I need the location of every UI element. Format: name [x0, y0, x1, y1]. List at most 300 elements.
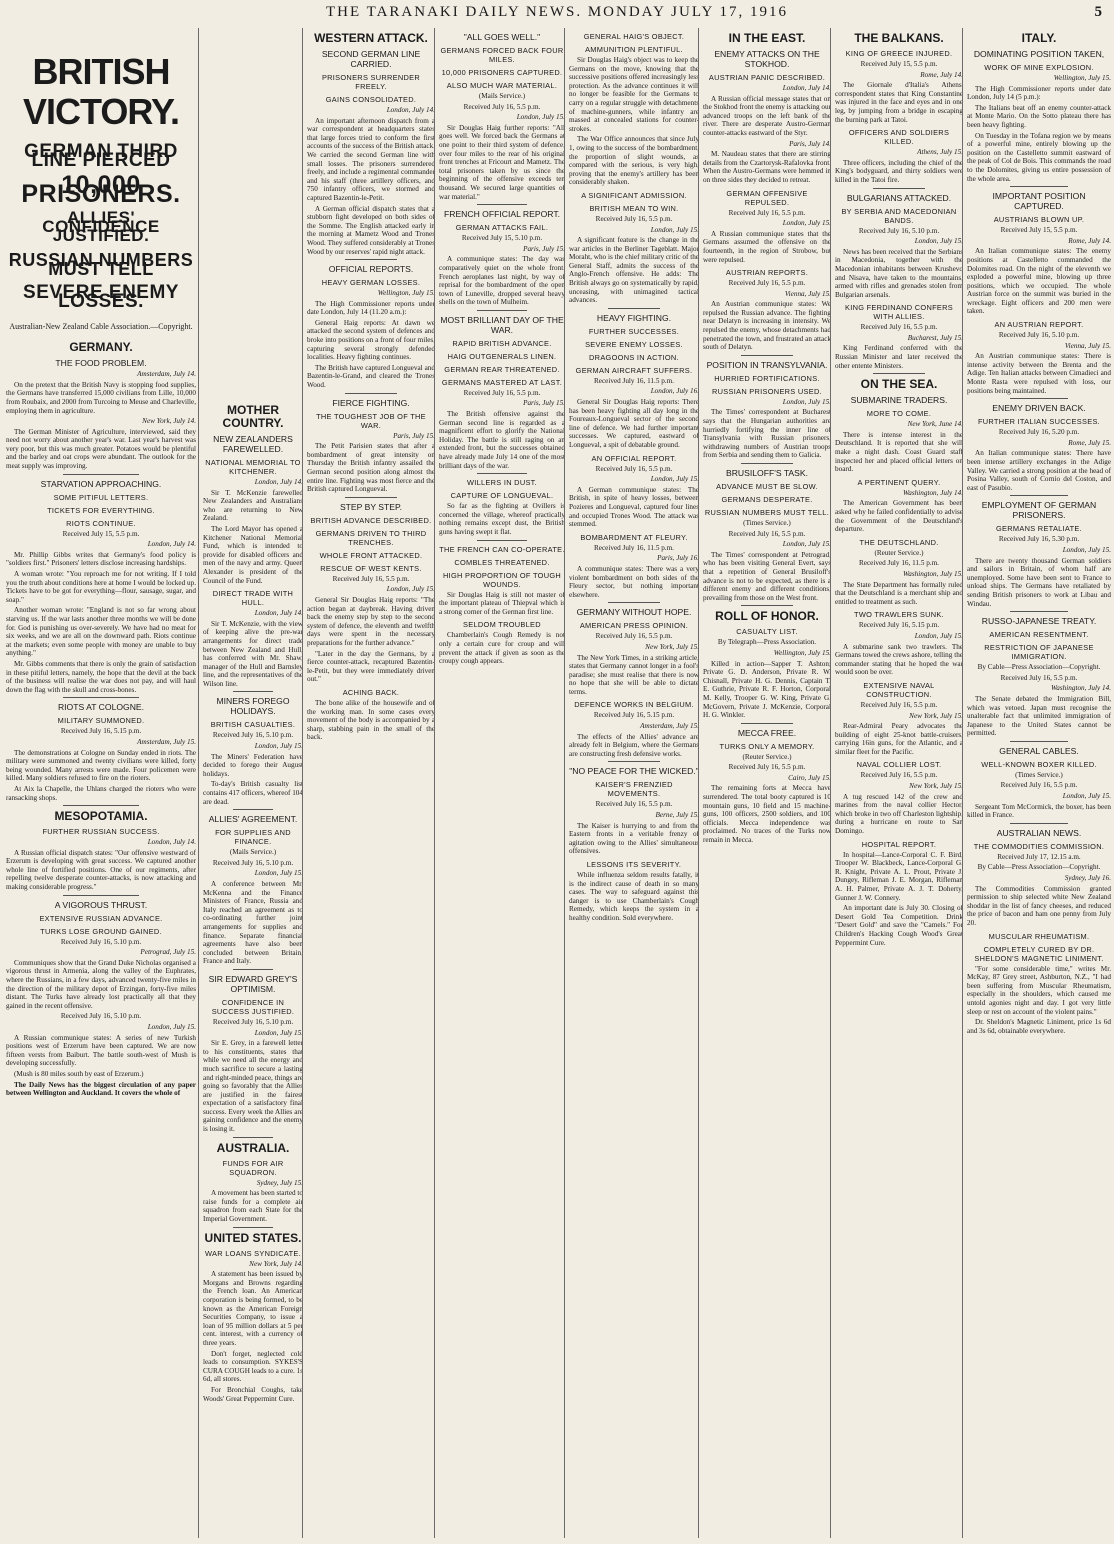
- article-heading: POSITION IN TRANSYLVANIA.: [706, 359, 828, 370]
- section-heading: THE BALKANS.: [854, 31, 944, 45]
- divider: [63, 895, 139, 896]
- paragraph: The High Commissioner reports under date London, July 14 (5 p.m.):: [967, 84, 1111, 102]
- paragraph: The Petit Parisien states that after a bombardment of great intensity on Thursday the British infantry assailed the German second position along almost the entire line. Fighting was most fierce and the British captured Longueval.: [307, 442, 435, 494]
- dateline: Paris, July 15.: [523, 399, 565, 408]
- paragraph: A statement has been issued by Morgans and Browns regarding the French loan. An American corporation is being formed, to be known as the American Foreign Securities Company, to issue a loan of 95 million dollars at 5 per cent. interest, with a currency of three years.: [203, 1270, 303, 1347]
- article-heading: MOST BRILLIANT DAY OF THE WAR.: [440, 314, 564, 335]
- received-line: Received July 16, 5.5 p.m.: [463, 102, 541, 111]
- subheading: HEAVY GERMAN LOSSES.: [321, 278, 421, 288]
- lead-line-4: RUSSIAN NUMBERS MUST TELL: [8, 250, 194, 279]
- dateline: London, July 15.: [386, 585, 435, 594]
- received-line: Received July 15, 5.5 p.m.: [860, 60, 938, 68]
- subheading: WELL-KNOWN BOXER KILLED.: [981, 759, 1097, 769]
- article-heading: BULGARIANS ATTACKED.: [846, 192, 952, 203]
- divider: [1010, 823, 1068, 824]
- paragraph: Three officers, including the chief of the King's bodyguard, and thirty soldiers were killed in the Tatoi fire.: [835, 158, 963, 184]
- subheading: BOMBARDMENT AT FLEURY.: [580, 532, 688, 542]
- article-heading: DOMINATING POSITION TAKEN,: [973, 49, 1105, 59]
- subheading: AN AUSTRIAN REPORT.: [994, 320, 1084, 330]
- dateline: New York, June 14.: [907, 420, 963, 429]
- paragraph: Sir Douglas Haig is still not master of the important plateau of Thiepval which is a strong corner of the German first line.: [439, 590, 565, 616]
- section-heading: AUSTRALIA.: [216, 1140, 290, 1155]
- page-number: 5: [1094, 4, 1102, 20]
- dateline: London, July 15.: [254, 869, 303, 878]
- paragraph: Communiques show that the Grand Duke Nicholas organised a vigorous thrust in Armenia, along the valley of the Euphrates, where the Russians, in a few days, advanced twenty-five miles in the direction of the military depot of Erzingan, forty-five miles distant. The Turks have already lost practically all that they gained in the recent offensive.: [6, 958, 196, 1010]
- article-heading: FIERCE FIGHTING.: [332, 397, 410, 408]
- subheading: GERMANS FORCED BACK FOUR MILES.: [440, 46, 564, 64]
- subheading: FUNDS FOR AIR SQUADRON.: [222, 1158, 284, 1177]
- divider: [741, 723, 792, 724]
- paragraph: On the pretext that the British Navy is stopping food supplies, the Germans have transferred 15,000 civilians from Lille, 10,000 from Roubaix, and 2000 from Turcoing to Meuse and Charleville, employing them in agriculture.: [6, 380, 196, 415]
- received-line: Received July 16, 5.10 p.m.: [60, 937, 142, 946]
- subheading: RAPID BRITISH ADVANCE.: [452, 338, 552, 348]
- dateline: Paris, July 15.: [393, 431, 435, 440]
- subheading: FOR SUPPLIES AND FINANCE.: [215, 828, 291, 847]
- subheading: GERMANS MASTERED AT LAST.: [441, 377, 563, 387]
- subheading: AUSTRIANS BLOWN UP.: [993, 215, 1085, 225]
- dateline: Cairo, July 15.: [788, 773, 831, 782]
- dateline: Rome, July 14.: [920, 70, 963, 79]
- received-line: Received July 16, 5.5 p.m.: [463, 388, 541, 397]
- divider: [1010, 611, 1068, 612]
- subheading: FURTHER ITALIAN SUCCESSES.: [977, 417, 1101, 427]
- subheading: GERMAN ATTACKS FAIL.: [455, 223, 549, 233]
- dateline: Athens, July 15.: [917, 148, 963, 157]
- advertisement: Don't forget, neglected cold leads to consumption. SYKES'S CURA COUGH leads to a cure. 1s 6d, all stores.: [203, 1349, 304, 1384]
- subheading: 10,000 PRISONERS CAPTURED.: [441, 68, 563, 77]
- subheading: EXTENSIVE RUSSIAN ADVANCE.: [39, 913, 163, 923]
- article-heading: THE FOOD PROBLEM.: [55, 358, 147, 369]
- service-line: (Times Service.): [743, 519, 791, 527]
- subheading: DIRECT TRADE WITH HULL.: [212, 589, 294, 608]
- paragraph: "Later in the day the Germans, by a fierce counter-attack, recaptured Bazentin-le-Petit, but they were immediately driven out.": [307, 649, 435, 684]
- dateline: London, July 14.: [782, 84, 831, 92]
- subheading: AN OFFICIAL REPORT.: [591, 453, 677, 463]
- advertisement: For Bronchial Coughs, take Woods' Great Peppermint Cure.: [203, 1385, 303, 1403]
- subheading: PRISONERS SURRENDER FREELY.: [321, 73, 421, 91]
- byline: By Telegraph—Press Association.: [717, 638, 817, 647]
- subheading: DEFENCE WORKS IN BELGIUM.: [574, 700, 694, 710]
- subheading: COMPLETELY CURED BY DR. SHELDON'S MAGNETIC LINIMENT.: [974, 944, 1104, 963]
- paragraph: The Times' correspondent at Bucharest says that the Hungarian authorities are hurriedly fortifying the inner line of Transylvania with Russian prisoners, withdrawing numbers of Austrian troops from Serbia and sending them to Galicia.: [703, 408, 831, 460]
- received-line: Received July 16, 5.5 p.m.: [728, 763, 806, 772]
- subheading: GERMANS DESPERATE.: [721, 495, 813, 504]
- divider: [873, 373, 924, 374]
- dateline: Paris, July 14.: [789, 139, 831, 148]
- received-line: Received July 16, 5.5 p.m.: [860, 700, 938, 709]
- subheading: THE DEUTSCHLAND.: [859, 537, 939, 547]
- dateline: Washington, July 15.: [902, 569, 963, 578]
- section-heading: MOTHER COUNTRY.: [222, 403, 284, 430]
- article-heading: A VIGOROUS THRUST.: [54, 899, 148, 910]
- received-line: Received July 16, 5.15 p.m.: [593, 711, 675, 720]
- service-line: (Mails Service.): [229, 848, 277, 857]
- article-heading: GERMANY WITHOUT HOPE.: [576, 607, 692, 618]
- paragraph: General Haig reports: At dawn we attacked the second system of defences and broke into positions on a front of four miles, capturing several strongly defended localities. Heavy fighting continues.: [307, 318, 435, 362]
- article-heading: OFFICIAL REPORTS.: [328, 264, 414, 275]
- paragraph: The Giornale d'Italia's Athens' correspondent states that King Constantine was injured in the face and eyes and in one leg, by jumping from a bridge in escaping the burning park at Tatoi.: [835, 81, 963, 124]
- paragraph: The effects of the Allies' advance are already felt in Belgium, where the Germans are constructing fresh defensive works.: [569, 732, 699, 758]
- dateline: Washington, July 14.: [902, 488, 963, 497]
- subheading: SOME PITIFUL LETTERS.: [53, 492, 149, 502]
- divider: [233, 1227, 273, 1228]
- divider: [608, 602, 660, 603]
- paragraph: King Ferdinand conferred with the Russian Minister and later received the other entente Ministers.: [835, 344, 963, 370]
- divider: [63, 474, 139, 475]
- subheading: AMERICAN RESENTMENT.: [989, 630, 1089, 640]
- paragraph: Killed in action—Sapper T. Ashton; Private G. D. Anderson, Private R. W. Chisnall, Private H. G. Dennis, Captain T. E. Guthrie, Private R. F. Horton, Corporal M. Kelly, Trooper G. W. King, Private G. McGovern, Private J. McKenzie, Corporal H. G. Winkler.: [703, 659, 831, 720]
- service-line: (Mails Service.): [478, 92, 526, 100]
- dateline: London, July 15.: [1062, 792, 1111, 801]
- subheading: GERMANS RETALIATE.: [995, 524, 1083, 534]
- article-heading: FRENCH OFFICIAL REPORT.: [443, 209, 561, 220]
- subheading: BRITISH CASUALTIES.: [210, 720, 296, 730]
- divider: [608, 308, 660, 309]
- section-heading: WESTERN ATTACK.: [314, 31, 428, 45]
- article-heading: SIR EDWARD GREY'S OPTIMISM.: [208, 973, 298, 994]
- paragraph: On Tuesday in the Tofana region we by means of a powerful mine, entirely blowing up the position on the Castelletto summit eastward of the peak of Col de Bois. This commands the road to the Dolomites, giving us entire possession of the whole area.: [967, 131, 1111, 183]
- subheading: RIOTS CONTINUE.: [66, 518, 136, 528]
- subheading: GENERAL HAIG'S OBJECT.: [583, 32, 685, 41]
- paragraph: Rear-Admiral Peary advocates the building of eight 25-knot battle-cruisers, carrying 16in guns, for the Atlantic, and a similar fleet for the Pacific.: [835, 722, 963, 756]
- dateline: Sydney, July 15.: [256, 1178, 303, 1187]
- dateline: Wellington, July 15.: [773, 648, 831, 657]
- section-heading: ROLL OF HONOR.: [715, 609, 819, 624]
- paragraph: A German official dispatch states that a stubborn fight developed on both sides of the Somme. The English attacked early in the morning at Mametz Wood and Trones Wood. They suffered considerably at Trones Wood by our reserves' rapid night attack.: [307, 204, 435, 256]
- subheading: SELDOM TROUBLED: [463, 620, 541, 630]
- subheading: EXTENSIVE NAVAL CONSTRUCTION.: [863, 680, 935, 699]
- received-line: Received July 16, 5.10 p.m.: [212, 1017, 294, 1026]
- paragraph: General Sir Douglas Haig reports: There has been heavy fighting all day long in the Foureaux-Longueval sector of the second line of defence. We had further important successes. We captured, eastward of Longueval, a spit of debatable ground.: [569, 398, 699, 449]
- subheading: A PERTINENT QUERY.: [857, 477, 941, 487]
- paragraph: The New York Times, in a striking article, states that Germany cannot longer in a fool's paradise; she must realise that there is now no hope that she will be able to dictate terms.: [569, 653, 699, 696]
- subheading: THE TOUGHEST JOB OF THE WAR.: [316, 411, 426, 430]
- divider: [345, 259, 396, 260]
- column-1: [6, 28, 196, 1538]
- article-heading: SUBMARINE TRADERS.: [850, 395, 948, 406]
- paragraph: The Times' correspondent at Petrograd, who has been visiting General Evert, says that a repetition of General Brusiloff's advance is not to be expected, as there is a different enemy and different conditions, prevailing from those on the West front.: [703, 550, 831, 602]
- dateline: Rome, July 14.: [1068, 236, 1111, 245]
- byline: By Cable—Press Association—Copyright.: [977, 663, 1101, 672]
- section-heading: ON THE SEA.: [860, 377, 938, 392]
- service-line: (Reuter Service.): [874, 548, 924, 557]
- paragraph: The Miners' Federation have decided to forego their August holidays.: [203, 752, 303, 778]
- divider: [477, 310, 527, 311]
- service-line: (Reuter Service.): [742, 752, 792, 761]
- dateline: Amsterdam, July 15.: [640, 722, 699, 731]
- subheading: TICKETS FOR EVERYTHING.: [47, 505, 155, 515]
- subheading: RESCUE OF WEST KENTS.: [320, 563, 422, 573]
- received-line: Received July 16, 5.10 p.m.: [858, 226, 940, 235]
- paragraph: A significant feature is the change in the war articles in the Berliner Tageblatt. Major Moraht, who is the chief military critic of the General Staff, admits the success of the Anglo-French offensive. He adds: The British always go on systematically by rapid, unceasing, with unimagined tactical advances.: [569, 236, 699, 305]
- received-line: Received July 16, 5.5 p.m.: [595, 800, 673, 809]
- dateline: Bucharest, July 15.: [907, 333, 963, 342]
- dateline: Amsterdam, July 14.: [137, 370, 196, 379]
- received-line: Received July 15, 5.10 p.m.: [461, 234, 543, 243]
- article-heading: NEW ZEALANDERS FAREWELLED.: [213, 434, 293, 454]
- paragraph: At Aix la Chapelle, the Uhlans charged the rioters who were ransacking shops.: [6, 784, 196, 802]
- advertisement: Chamberlain's Cough Remedy is not only a certain cure for croup and will prevent the attack if given as soon as the croupy cough appears.: [439, 631, 565, 666]
- subheading: MILITARY SUMMONED.: [57, 716, 145, 726]
- subheading: AMERICAN PRESS OPINION.: [579, 621, 689, 631]
- column-2: [198, 28, 307, 1538]
- paragraph: The High Commissioner reports under date London, July 14 (11.20 a.m.):: [307, 299, 435, 317]
- subheading: AUSTRIAN REPORTS.: [725, 268, 809, 278]
- dateline: Rome, July 15.: [1068, 438, 1111, 447]
- divider: [477, 204, 527, 205]
- divider: [1010, 186, 1068, 187]
- paragraph: In hospital—Lance-Corporal C. F. Bird, Trooper W. Blackbeck, Lance-Corporal G. R. Knight, Private A. L. Prout, Private J. Dungey, Rifleman J. E. Morgan, Rifleman A. H. Palmer, Private A. J. T. Doherty, Gunner J. W. Connery.: [835, 850, 963, 902]
- dateline: London, July 15.: [782, 540, 831, 549]
- article-heading: ALLIES' AGREEMENT.: [208, 814, 298, 825]
- divider: [608, 761, 660, 762]
- paragraph: An important afternoon dispatch from a war correspondent at headquarters states that large forces tried to conform the first accounts of the success of the British attack. We carried the second German line with small losses. The prisoners surrendered freely, and include a regimental commander and his staff (three artillery officers, and 750 infantry officers, we stormed and captured Bazentin-le-Petit.: [307, 116, 435, 202]
- paragraph: A Russian official message states that on the Stokhod front the enemy is attacking our advanced troops on the left bank of the river. There are desperate Austro-German counter-attacks eastward of the Styr.: [703, 94, 831, 137]
- subheading: NATIONAL MEMORIAL TO KITCHENER.: [205, 458, 301, 476]
- received-line: Received July 16, 5.10 p.m.: [60, 1012, 142, 1021]
- dateline: London, July 14.: [254, 609, 303, 618]
- dateline: London, July 15.: [914, 237, 963, 246]
- paragraph: (Mush is 80 miles south by east of Erzerum.): [14, 1069, 144, 1078]
- paragraph: The British offensive against the German second line is regarded as a magnificent effort to glorify the National Holiday. The battle is still raging on an extended front, but the successes obtained have already made July 14 one of the most brilliant days of the war.: [439, 410, 565, 470]
- dateline: London, July 15.: [516, 113, 565, 122]
- divider: [233, 691, 273, 692]
- subheading: GERMAN OFFENSIVE REPULSED.: [726, 188, 808, 207]
- subheading: RUSSIAN PRISONERS USED.: [712, 386, 822, 396]
- received-line: Received July 16, 5.10 p.m.: [212, 731, 294, 740]
- subheading: FURTHER SUCCESSES.: [588, 326, 680, 336]
- paragraph: A Russian official dispatch states: "Our offensive westward of Erzerum is developing with great success. We captured another whole line of fortified positions. One of our regiments, after repelling twelve desperate counter-attacks, is now attacking and making considerable progress.": [6, 848, 196, 892]
- subheading: WORK OF MINE EXPLOSION.: [984, 63, 1094, 72]
- paragraph: An Austrian communique states: There is intense activity between the Brenta and the Adige. Ten Italian attacks between Cimadieci and Monte Rasta were repulsed with loss, our positions being maintained.: [967, 352, 1111, 395]
- lead-line-1: GERMAN THIRD LINE PIERCED: [24, 141, 178, 171]
- column-4: [434, 28, 569, 1538]
- subheading: THE FRENCH CAN CO-OPERATE.: [439, 544, 565, 554]
- subheading: WAR LOANS SYNDICATE.: [205, 1248, 301, 1258]
- paragraph: The American Government has been asked why he failed confidentially to advise the Government of the Deutschland's departure.: [835, 499, 963, 534]
- subheading: HURRIED FORTIFICATIONS.: [714, 373, 820, 383]
- subheading: DRAGOONS IN ACTION.: [589, 352, 679, 362]
- subheading: ALSO MUCH WAR MATERIAL.: [446, 81, 558, 90]
- received-line: Received July 16, 11.5 p.m.: [594, 376, 674, 385]
- dateline: Vienna, July 15.: [784, 289, 831, 298]
- dateline: Berne, July 15.: [655, 811, 699, 820]
- received-line: Received July 15, 5.5 p.m.: [62, 529, 140, 538]
- article-heading: HEAVY FIGHTING.: [596, 312, 672, 323]
- article-heading: RUSSO-JAPANESE TREATY.: [981, 616, 1097, 627]
- dateline: Paris, July 16.: [657, 554, 699, 563]
- article-heading: EMPLOYMENT OF GERMAN PRISONERS.: [981, 500, 1097, 521]
- divider: [63, 697, 139, 698]
- dateline: Paris, July 15.: [523, 244, 565, 253]
- dateline: New York, July 14.: [142, 417, 196, 426]
- dateline: London, July 14.: [254, 478, 303, 486]
- paragraph: A Russian communique states: A series of new Turkish positions west of Erzerum have been captured. We are now fifteen versts from Baiburt. The battle south-west of Mush is developing successfully.: [6, 1033, 196, 1068]
- paragraph: A German communique states: The British, in spite of heavy losses, between Pozieres and Longueval, captured four lines and occupied Trones Wood. The attack was stemmed.: [569, 485, 699, 529]
- paragraph: The State Department has formally ruled that the Deutschland is a merchant ship and entitled to treatment as such.: [835, 580, 963, 606]
- received-line: Received July 16, 5.5 p.m.: [860, 771, 938, 780]
- subheading: KAISER'S FRENZIED MOVEMENTS.: [595, 780, 673, 799]
- dateline: London, July 15.: [254, 1028, 303, 1037]
- subheading: ADVANCE MUST BE SLOW.: [716, 482, 818, 491]
- dateline: London, July 15.: [147, 1023, 196, 1031]
- byline: By Cable—Press Association—Copyright.: [977, 863, 1101, 872]
- subheading: COMBLES THREATENED.: [454, 557, 550, 567]
- paragraph: Sir T. McKenzie farewelled New Zealanders and Australians who are returning to New Zealand.: [203, 488, 303, 523]
- paragraph: The British have captured Longueval and Bazentin-le-Grand, and cleared the Trones Wood.: [307, 363, 435, 390]
- paragraph: A conference between Mr. McKenna and the Finance Ministers of France, Russia and Italy reached an agreement as to co-ordinating further joint arrangements for supplies and finance. Separate financial agreements have also been concluded between Britain, France and Italy.: [203, 880, 303, 966]
- subheading: GERMAN AIRCRAFT SUFFERS.: [575, 365, 693, 375]
- advertisement: "For some considerable time," writes Mr. McKay, 87 Grey street, Ashburton, N.Z., "I had been suffering from Muscular Rheumatism, especially in the shoulders, which caused me untold agonies night and day. I got very little sleep or rest on account of the violent pains.": [967, 964, 1111, 1016]
- dateline: Sydney, July 16.: [1064, 874, 1111, 883]
- received-line: Received July 16, 5.20 p.m.: [998, 428, 1080, 437]
- dateline: London, July 15.: [782, 397, 831, 406]
- subheading: AUSTRIAN PANIC DESCRIBED.: [708, 73, 826, 82]
- lead-line-2: 10,000 PRISONERS.: [21, 171, 181, 208]
- dateline: Amsterdam, July 15.: [137, 737, 196, 746]
- column-6: [698, 28, 835, 1538]
- subheading: MORE TO COME.: [866, 409, 932, 419]
- subheading: GERMANS DRIVEN TO THIRD TRENCHES.: [315, 528, 427, 547]
- paragraph: There are twenty thousand German soldiers and sailors in Britain, of whom half are unemployed. Some have been sent to France to unload ships. The Germans have retaliated by sending British prisoners to work at Libau and Windau.: [967, 556, 1111, 608]
- lead-line-5: SEVERE ENEMY LOSSES.: [23, 282, 179, 312]
- divider: [1010, 741, 1068, 742]
- divider: [477, 473, 527, 474]
- advertisement: The Daily News has the biggest circulation of any paper between Wellington and Auckland. It covers the whole of: [6, 1080, 196, 1098]
- paragraph: An Italian communique states: There have been intense artillery exchanges in the Adige Valley. We carried a strong position at the head of Posina Valley, south of Cornio del Coston, and east of Pasubio.: [967, 449, 1111, 492]
- received-line: Received July 16, 5.5 p.m.: [860, 323, 938, 332]
- dateline: Washington, July 14.: [1050, 684, 1111, 693]
- received-line: Received July 17, 12.15 a.m.: [997, 852, 1081, 861]
- dateline: London, July 15.: [650, 475, 699, 484]
- masthead-title: THE TARANAKI DAILY NEWS. MONDAY JULY 17, 1916: [325, 4, 789, 20]
- received-line: Received July 16, 5.5 p.m.: [728, 529, 806, 538]
- column-3: [302, 28, 439, 1538]
- advertisement: An important date is July 30. Closing of Desert Gold Tea Competition. Drink "Desert Gold" and save the "Camels." For Children's Hacking Cough Wood's Great Peppermint Cure.: [835, 904, 963, 947]
- paragraph: An Austrian communique states: We repulsed the Russian advance. The fighting near Delatyn is increasing in intensity. We repulsed the enemy, whose detachments had penetrated the town, and frustrated an attack south of Delatyn.: [703, 300, 831, 352]
- paragraph: The Commodities Commission granted permission to ship selected white New Zealand shoddar in the list of fancy cheeses, and reduced the price of bacon and ham one penny from July 20.: [967, 884, 1111, 927]
- dateline: London, July 14.: [147, 838, 196, 847]
- article-heading: STARVATION APPROACHING.: [40, 478, 162, 489]
- dateline: Petrograd, July 15.: [140, 948, 196, 957]
- divider: [741, 463, 792, 464]
- dateline: London, July 15.: [254, 742, 303, 751]
- received-line: Received July 16, 5.10 p.m.: [212, 858, 294, 867]
- paragraph: The Kaiser is hurrying to and from the Eastern fronts in a veritable frenzy of agitation owing to the Allies' simultaneous offensives.: [569, 821, 699, 856]
- advertisement: The bone alike of the housewife and of the working man. In some cases every movement of the body is accompanied by a sharp, stabbing pain in the small of the back.: [307, 698, 435, 742]
- article-heading: AUSTRALIAN NEWS.: [996, 827, 1082, 838]
- masthead: [0, 0, 1114, 24]
- subheading: AMMUNITION PLENTIFUL.: [585, 45, 683, 54]
- dateline: London, July 14.: [386, 106, 435, 114]
- paragraph: To-day's British casualty list contains 417 officers, whereof 104 are dead.: [203, 780, 303, 806]
- divider: [63, 805, 139, 806]
- dateline: London, July 14.: [147, 540, 196, 549]
- subheading: GERMAN REAR THREATENED.: [444, 364, 560, 374]
- subheading: HAIG OUTGENERALS LINEN.: [447, 351, 557, 361]
- dateline: London, July 16.: [650, 387, 699, 396]
- subheading: GAINS CONSOLIDATED.: [325, 95, 417, 104]
- received-line: Received July 16, 5.15 p.m.: [60, 727, 142, 736]
- cable-credit: Australian-New Zealand Cable Association.—Copyright.: [9, 321, 193, 331]
- paragraph: Mr. Gibbs comments that there is only the grain of satisfaction in these pitiful letters, namely, the hope that the devil at the back of the business will realise the war does not pay, and will haul down the flag with the skull and cross-bones.: [6, 659, 196, 694]
- article-heading: STEP BY STEP.: [339, 501, 403, 512]
- paragraph: The German Minister of Agriculture, interviewed, said they need not worry about another year's war. Last year's harvest was very poor, but this was much greater. Potatoes would be plentiful and the barley and oat crops were abundant. The outlook for the meat supply was improving.: [6, 427, 196, 471]
- dateline: Wellington, July 15.: [1053, 74, 1111, 82]
- subheading: NAVAL COLLIER LOST.: [856, 760, 942, 770]
- dateline: New York, July 15.: [909, 711, 963, 720]
- column-5: [564, 28, 703, 1538]
- subheading: BY SERBIA AND MACEDONIAN BANDS.: [841, 206, 957, 225]
- article-heading: ENEMY DRIVEN BACK.: [992, 403, 1086, 414]
- subheading: LESSONS ITS SEVERITY.: [586, 860, 682, 869]
- received-line: Received July 16, 5.5 p.m.: [332, 574, 410, 583]
- divider: [1010, 398, 1068, 399]
- lead-line-3: ALLIES' CONFIDENCE JUSTIFIED.: [42, 208, 160, 245]
- received-line: Received July 16, 5.15 p.m.: [858, 621, 940, 630]
- subheading: TURKS LOSE GROUND GAINED.: [40, 926, 162, 936]
- paragraph: A movement has been started to raise funds for a complete air squadron from each State for the Imperial Government.: [203, 1189, 304, 1224]
- paragraph: A Russian communique states that the Germans assumed the offensive on the fourteenth, in the region of Strobow, but were repulsed.: [703, 229, 831, 264]
- dateline: London, July 15.: [914, 631, 963, 640]
- received-line: Received July 16, 5.5 p.m.: [595, 464, 673, 473]
- section-heading: GERMANY.: [69, 340, 133, 355]
- paragraph: A submarine sank two trawlers. The Germans towed the crews ashore, telling the commander stating that he hoped the war would soon be over.: [835, 642, 963, 677]
- section-heading: ITALY.: [1021, 31, 1057, 45]
- article-heading: SECOND GERMAN LINE CARRIED.: [321, 49, 421, 69]
- column-7: [830, 28, 967, 1538]
- subheading: CASUALTY LIST.: [736, 627, 798, 637]
- article-heading: "ALL GOES WELL.": [463, 32, 541, 42]
- paragraph: A communique states: The day was comparatively quiet on the whole front. French aeroplanes last night, by way of reprisal for the bombardment of the open town of Luneville, dropped several heavy shells on the town of Mulheim.: [439, 255, 565, 307]
- received-line: Received July 16, 5.5 p.m.: [595, 214, 673, 223]
- subheading: BRITISH ADVANCE DESCRIBED.: [310, 515, 432, 525]
- divider: [477, 540, 527, 541]
- subheading: A SIGNIFICANT ADMISSION.: [581, 190, 687, 200]
- column-8: [962, 28, 1114, 1538]
- paragraph: The remaining forts at Mecca have surrendered. The total booty captured is 10 mountain guns, 10 field and 15 machine-guns, 100 officers, 2500 soldiers, and 100 officials. Mecca independence was proclaimed. No traces of the Turks now remain in Mecca.: [703, 784, 831, 845]
- received-line: Received July 16, 5.5 p.m.: [728, 279, 806, 288]
- received-line: Received July 15, 5.5 p.m.: [1000, 226, 1078, 235]
- subheading: TURKS ONLY A MEMORY.: [719, 741, 815, 751]
- paragraph: There is intense interest in the Deutschland. It is reported that she will make a night dash. Coast Guard staff inspected her and placed official letters on board.: [835, 430, 963, 474]
- paragraph: Sergeant Tom McCormick, the boxer, has been killed in France.: [967, 802, 1111, 820]
- received-line: Received July 16, 11.5 p.m.: [594, 543, 674, 552]
- divider: [741, 355, 792, 356]
- received-line: Received July 16, 11.5 p.m.: [859, 559, 939, 568]
- subheading: THE COMMODITIES COMMISSION.: [973, 841, 1105, 851]
- paragraph: The Senate debated the Immigration Bill, which was vetoed. Japan must recognise the unalterable fact that unlimited immigration of Japanese to the United States cannot be permitted.: [967, 694, 1111, 738]
- subheading: HOSPITAL REPORT.: [861, 839, 937, 849]
- subheading: WILLERS IN DUST.: [466, 478, 538, 488]
- received-line: Received July 16, 5.5 p.m.: [595, 632, 673, 641]
- article-heading: "NO PEACE FOR THE WICKED.": [569, 766, 699, 777]
- subheading: KING FERDINAND CONFERS WITH ALLIES.: [844, 303, 954, 322]
- paragraph: An Italian communique states: The enemy positions at Castelletto commanded the Dolomites road. On the night of the eleventh we exploded a powerful mine, blowing up three positions, which we occupied. The whole Austrian force on the summit was buried in the wreckage. Eight officers and 200 men were taken.: [967, 247, 1111, 316]
- paragraph: M. Naudeau states that there are stirring details from the Czartorysk-Rafalovka front. When the Austro-Germans were hemmed in on three sides they decided to retreat.: [703, 150, 831, 184]
- paragraph: The War Office announces that since July 1, owing to the success of the bombardment, the proportion of slight wounds, as compared with the serious, is very high, proving that the enemy's artillery has been considerably shaken.: [569, 135, 699, 187]
- received-line: Received July 16, 5.10 p.m.: [998, 331, 1080, 340]
- dateline: Vienna, July 15.: [1064, 341, 1111, 350]
- subheading: ACHING BACK.: [342, 687, 400, 697]
- subheading: CONFIDENCE IN SUCCESS JUSTIFIED.: [211, 997, 295, 1016]
- received-line: Received July 16, 5.5 p.m.: [1000, 673, 1078, 682]
- article-heading: BRUSILOFF'S TASK.: [725, 468, 809, 478]
- divider: [233, 809, 273, 810]
- divider: [873, 188, 924, 189]
- article-heading: ENEMY ATTACKS ON THE STOKHOD.: [714, 49, 820, 69]
- subheading: BRITISH MEAN TO WIN.: [589, 203, 679, 213]
